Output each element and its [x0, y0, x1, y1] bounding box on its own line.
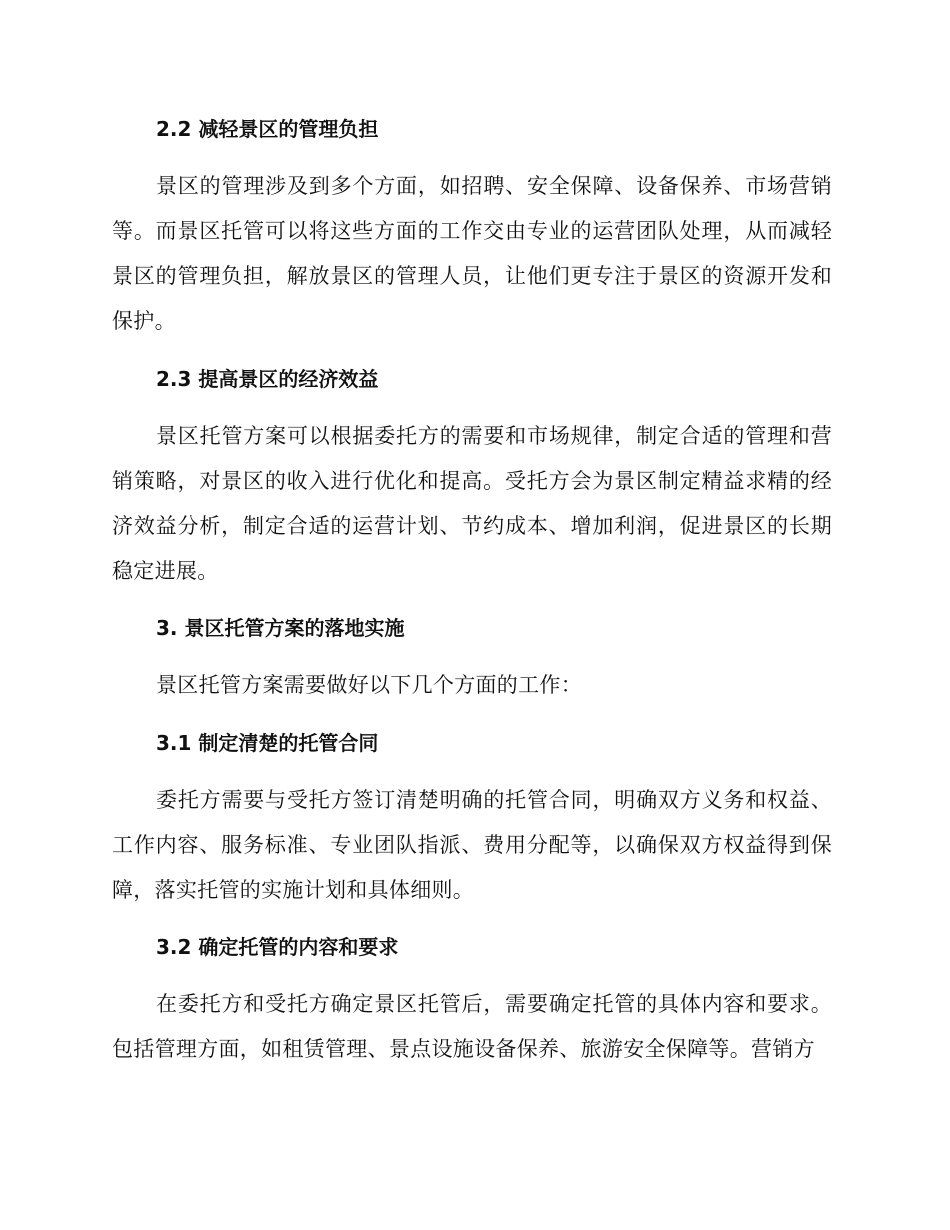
- section-body-3: 景区托管方案需要做好以下几个方面的工作：: [156, 673, 582, 697]
- section-body-2-3: 景区托管方案可以根据委托方的需要和市场规律，制定合适的管理和营销策略，对景区的收入进行优化和提高。受托方会为景区制定精益求精的经济效益分析，制定合适的运营计划、节约成本、增加利润，促进景区的长期稳定进展。: [112, 424, 832, 583]
- section-heading-2-2: 2.2 减轻景区的管理负担: [156, 117, 379, 141]
- section-heading-3: 3. 景区托管方案的落地实施: [156, 616, 405, 640]
- section-body-3-1: 委托方需要与受托方签订清楚明确的托管合同，明确双方义务和权益、工作内容、服务标准、专业团队指派、费用分配等，以确保双方权益得到保障，落实托管的实施计划和具体细则。: [112, 788, 832, 902]
- section-body-2-2: 景区的管理涉及到多个方面，如招聘、安全保障、设备保养、市场营销等。而景区托管可以将这些方面的工作交由专业的运营团队处理，从而减轻景区的管理负担，解放景区的管理人员，让他们更专注于景区的资源开发和保护。: [112, 174, 832, 333]
- section-body-3-2: 在委托方和受托方确定景区托管后，需要确定托管的具体内容和要求。包括管理方面，如租赁管理、景点设施设备保养、旅游安全保障等。营销方: [112, 992, 832, 1061]
- section-heading-2-3: 2.3 提高景区的经济效益: [156, 367, 379, 391]
- section-heading-3-1: 3.1 制定清楚的托管合同: [156, 731, 379, 755]
- section-heading-3-2: 3.2 确定托管的内容和要求: [156, 935, 399, 959]
